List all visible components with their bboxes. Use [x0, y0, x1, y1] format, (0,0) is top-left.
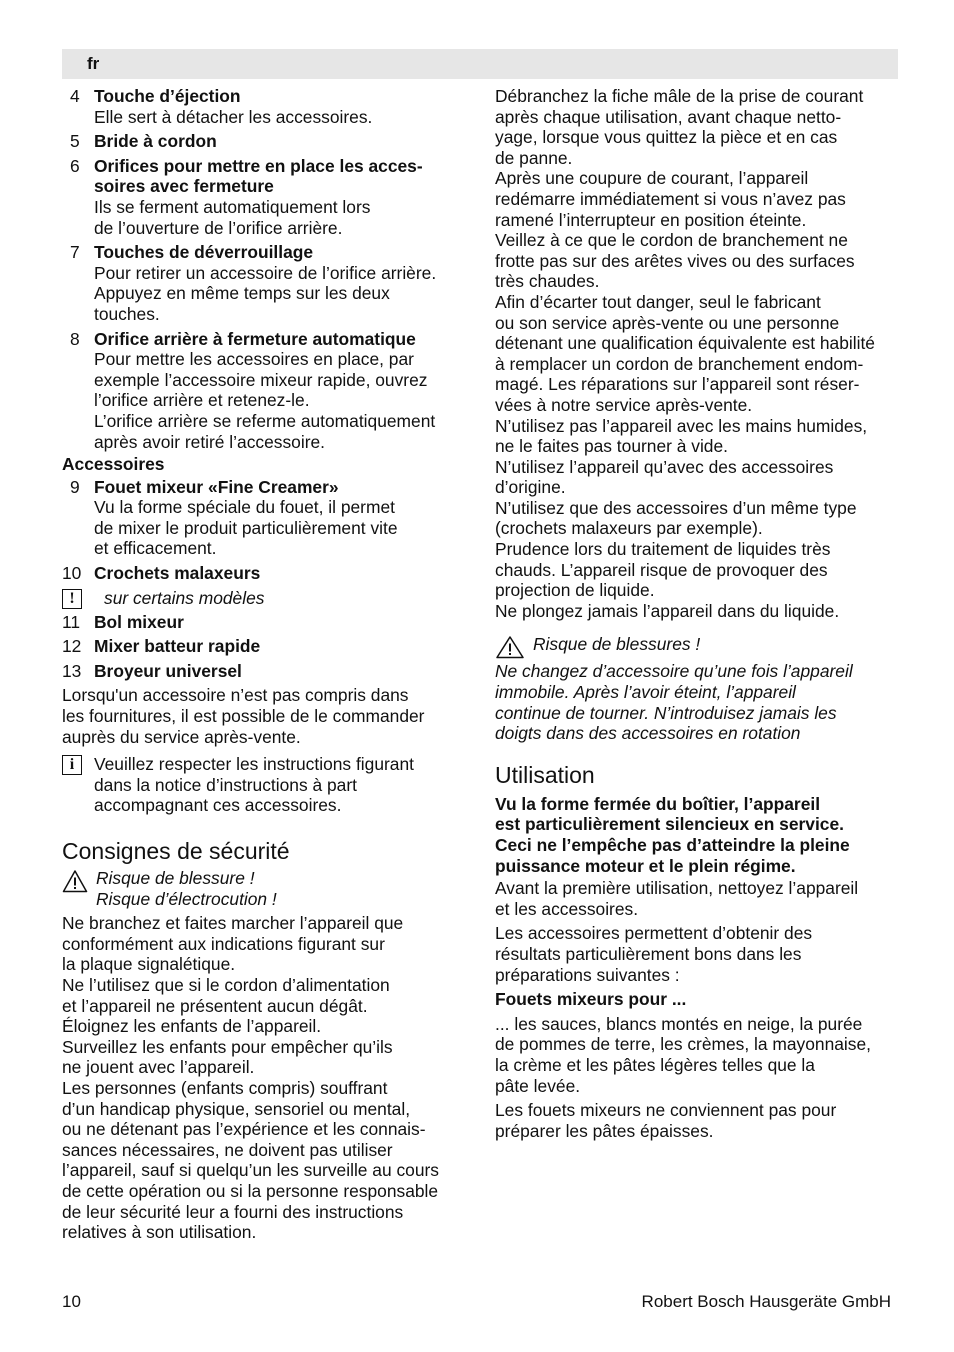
safety-warning: Risque de blessure ! Risque d’électrocution !: [62, 868, 464, 909]
injury-paragraph: Ne changez d’accessoire qu’une fois l’appareil immobile. Après l’avoir éteint, l’appareil continue de tourner. N’introduisez jamais les doigts dans des accessoires en rotation: [495, 661, 853, 744]
list-item-10: 10 Crochets malaxeurs: [62, 563, 261, 584]
list-item-8: 8 Orifice arrière à fermeture automatique Pour mettre les accessoires en place, par exemple l’accessoire mixeur rapide, ouvrez l’orifice arrière et retenez-le. L’orifice arrière se referme automatiquement après avoir retiré l’accessoire.: [70, 328, 436, 452]
models-note: ! sur certains modèles: [62, 588, 464, 609]
list-item-6: 6 Orifices pour mettre en place les acces- soires avec fermeture Ils se ferment automatiquement lors de l’ouverture de l’orifice arrière.: [70, 155, 423, 238]
safety-paragraph-continued: Débranchez la fiche mâle de la prise de courant après chaque utilisation, avant chaque netto- yage, lorsque vous quittez la pièce et en cas de panne. Après une coupure de courant, l’appareil redémarre immédiatement si vous n’avez pas ramené l’interrupteur en position éteinte. Veillez à ce que le cordon de branchement ne frotte pas sur des arêtes vives ou des surfaces très chaudes. Afin d’écarter tout danger, seul le fabricant ou son service après-vente ou une personne détenant une qualification équivalente est habilité à remplacer un cordon de branchement endom- magé. Les réparations sur l’appareil sont réser- vées à notre service après-vente. N’utilisez pas l’appareil avec les mains humides, ne le faites pas tourner à vide. N’utilisez l’appareil qu’avec des accessoires d’origine. N’utilisez que des accessoires d’un même type (crochets malaxeurs par exemple). Prudence lors du traitement de liquides très chauds. L’appareil risque de provoquer des projection de liquide. Ne plongez jamais l’appareil dans du liquide.: [495, 86, 875, 621]
list-item-4: 4 Touche d’éjection Elle sert à détacher les accessoires.: [70, 86, 373, 127]
company-name: Robert Bosch Hausgeräte GmbH: [641, 1292, 891, 1311]
usage-bold-paragraph: Vu la forme fermée du boîtier, l’appareil est particulièrement silencieux en service. Ceci ne l’empêche pas d’atteindre la pleine puissance moteur et le plein régime.: [495, 793, 850, 876]
usage-heading: Utilisation: [495, 761, 595, 788]
usage-paragraph-2: Les accessoires permettent d’obtenir des résultats particulièrement bons dans les préparations suivantes :: [495, 923, 813, 985]
right-column: [495, 86, 900, 1141]
left-column: [62, 86, 464, 1243]
list-item-12: 12 Mixer batteur rapide: [62, 636, 261, 657]
list-item-11: 11 Bol mixeur: [62, 611, 184, 632]
list-item-7: 7 Touches de déverrouillage Pour retirer un accessoire de l’orifice arrière. Appuyez en même temps sur les deux touches.: [70, 242, 437, 324]
info-icon: i: [62, 755, 82, 775]
list-item-5: 5 Bride à cordon: [70, 131, 217, 152]
language-code: fr: [87, 54, 100, 73]
whisk-paragraph-1: ... les sauces, blancs montés en neige, la purée de pommes de terre, les crèmes, la mayonnaise, la crème et les pâtes légères telles que la pâte levée.: [495, 1013, 871, 1096]
accessories-heading: Accessoires: [62, 454, 165, 475]
language-bar: [62, 49, 898, 79]
list-item-13: 13 Broyeur universel: [62, 660, 242, 681]
exclamation-icon: !: [62, 589, 82, 609]
warning-triangle-icon: [62, 869, 88, 893]
usage-paragraph-1: Avant la première utilisation, nettoyez l’appareil et les accessoires.: [495, 878, 859, 919]
info-note: i Veuillez respecter les instructions figurant dans la notice d’instructions à part accompagnant ces accessoires.: [62, 754, 464, 816]
page-number: 10: [62, 1292, 81, 1311]
safety-heading: Consignes de sécurité: [62, 838, 290, 864]
warning-triangle-icon: [495, 635, 525, 659]
whisk-paragraph-2: Les fouets mixeurs ne conviennent pas pour préparer les pâtes épaisses.: [495, 1100, 837, 1141]
list-item-9: 9 Fouet mixeur «Fine Creamer» Vu la forme spéciale du fouet, il permet de mixer le produit particulièrement vite et efficacement.: [70, 476, 398, 559]
order-paragraph: Lorsqu'un accessoire n’est pas compris dans les fournitures, il est possible de le commander auprès du service après-vente.: [62, 685, 425, 747]
safety-paragraph: Ne branchez et faites marcher l’appareil que conformément aux indications figurant sur la plaque signalétique. Ne l’utilisez que si le cordon d’alimentation et l’appareil ne présentent aucun dégât. Éloignez les enfants de l’appareil. Surveillez les enfants pour empêcher qu’ils ne jouent avec l’appareil. Les personnes (enfants compris) souffrant d’un handicap physique, sensoriel ou mental, ou ne détenant pas l’expérience et les connais- sances nécessaires, ne doivent pas utiliser l’appareil, sauf si quelqu’un les surveille au cours de cette opération ou si la personne responsable de leur sécurité leur a fourni des instructions relatives à son utilisation.: [62, 913, 440, 1243]
injury-warning: Risque de blessures !: [495, 634, 900, 659]
whisk-heading: Fouets mixeurs pour ...: [495, 989, 687, 1010]
